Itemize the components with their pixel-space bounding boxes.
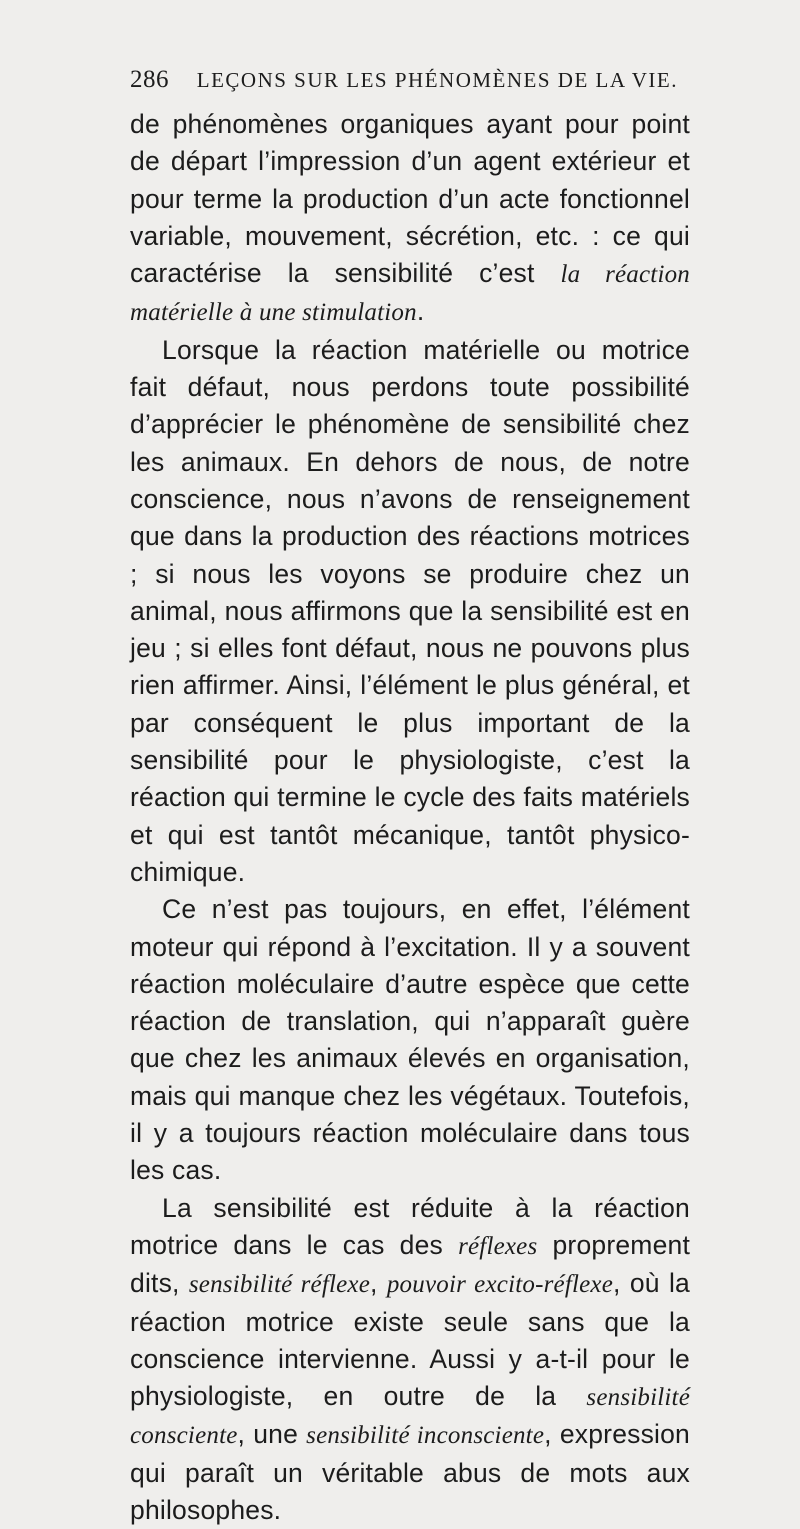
running-head [130, 66, 690, 94]
page-number: 286 [130, 66, 169, 93]
text-run: proprement dits, [130, 1229, 691, 1299]
text-run: , [370, 1268, 387, 1299]
text-run: Lorsque la réaction matérielle ou motrice fait défaut, nous perdons toute possibilité d’apprécier le phénomène de sensibilité chez les animaux. En dehors de nous, de notre conscience, nous n’avons de renseignement que dans la production des réactions motrices ; si nous les voyons se produire chez un animal, nous affirmons que la sensibilité est en jeu ; si elles font défaut, nous ne pouvons plus rien affirmer. Ainsi, l’élément le plus général, et par conséquent le plus important de la sensibilité pour le physiologiste, c’est la réaction qui termine le cycle des faits matériels et qui est tantôt mécanique, tantôt physico-chimique. [130, 334, 690, 887]
body-text [130, 106, 690, 1529]
text-run: . [416, 296, 425, 327]
running-head-title: LEÇONS SUR LES PHÉNOMÈNES DE LA VIE. [196, 68, 678, 92]
text-run: , expression qui paraît un véritable abus de mots aux philosophes. [130, 1419, 690, 1525]
italic-text: réflexes [458, 1232, 538, 1260]
italic-text: sensibilité inconsciente [306, 1422, 545, 1450]
text-run: , où la réaction motrice existe seule sans que la conscience intervienne. Aussi y a-t-il pour le physiologiste, en outre de la [130, 1268, 690, 1412]
italic-text: sensibilité réflexe [188, 1271, 371, 1299]
text-run: , une [237, 1419, 307, 1450]
text-run: de phénomènes organiques ayant pour point de départ l’impression d’un agent extérieur et pour terme la production d’un acte fonctionnel variable, mouvement, sécrétion, etc. : ce qui caractérise la sensibilité c’est [130, 109, 690, 289]
paragraph [130, 891, 690, 1189]
italic-text: la réaction matérielle à une stimulation [130, 261, 690, 327]
paragraph [130, 1190, 690, 1529]
text-run: La sensibilité est réduite à la réaction motrice dans le cas des [130, 1192, 690, 1260]
italic-text: sensibilité consciente [130, 1384, 690, 1450]
italic-text: pouvoir excito-réflexe [386, 1271, 613, 1299]
text-run: Ce n’est pas toujours, en effet, l’élément moteur qui répond à l’excitation. Il y a souvent réaction moléculaire d’autre espèce que cette réaction de translation, qui n’apparaît guère que chez les animaux élevés en organisation, mais qui manque chez les végétaux. Toutefois, il y a toujours réaction moléculaire dans tous les cas. [130, 894, 690, 1186]
paragraph [130, 332, 690, 891]
paragraph [130, 106, 690, 332]
